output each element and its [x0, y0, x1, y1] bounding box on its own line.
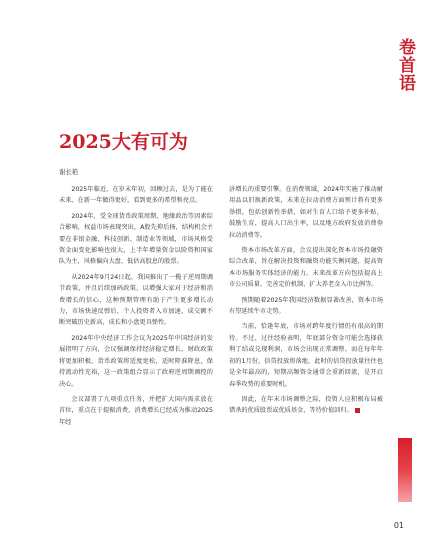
body-paragraph-final — [229, 394, 383, 417]
body-paragraph: 预期随着2025年我国经济数据显著改善，资本市场有望延续牛市走势。 — [229, 296, 383, 316]
article-body-right-column — [229, 184, 383, 421]
body-paragraph: 会议部署了九项重点任务，并把扩大国内需求放在首位，重点在于提振消费，消费增长已经成为推动2025年经 — [59, 395, 213, 426]
body-paragraph: 2024年，受全球货币政策周期、地缘政治等因素综合影响，权益市场表现突出，A股先抑后扬，结构机会主要在非银金融、科技创新、制造业等领域，市场风格受资金面变化影响也很大，上半年增量资金以险资和国家队为主，风格偏向大盘、低估高股息的股票。 — [59, 212, 213, 266]
body-paragraph: 2025年临近，在岁末年初，回顾过去，是为了能在未来、在新一年做得更好，看到更多的希望和亮点。 — [59, 186, 213, 205]
body-paragraph: 从2024年9月24日起，我国推出了一揽子逆周期调节政策，并且后续加码政策，以增强大家对于经济和消费增长的信心，这种预期管理有助于产生更多增长动力，市场快速反弹后，个人投资者入市加速，成交额不断突破历史新高，成长和小盘更具弹性。 — [59, 273, 213, 327]
article-author: 谢长艳 — [59, 168, 79, 176]
end-of-article-mark — [355, 408, 360, 413]
final-paragraph-text: 因此，在年末市场调整之际，投资人应积极布局被错杀的优质股票或优质基金，等待价值回归。 — [229, 395, 383, 415]
body-paragraph: 当前，恰逢年底，市场对跨年度行情仍有很高的期待。不过，过往经验表明，年底部分资金可能会选择获利了结或兑现利润，市场会出现正常调整。而在每年年初的1月份，信贷投放将落地，此时的信贷投放量往往也是全年最高的，短期高频资金通常会重新回流，是开启春季攻势的重要时机。 — [229, 323, 383, 388]
page-number: 01 — [393, 521, 404, 530]
decorative-accent-bar — [398, 438, 412, 502]
body-paragraph: 2024年中央经济工作会议为2025年中国经济的发展指明了方向，会议强调保持经济稳定增长，财政政策将更加积极，货币政策将适度宽松，适时降准降息，保持流动性充裕，这一政策组合显示了政府逆周期调控的决心。 — [59, 334, 213, 388]
body-paragraph-continued: 济增长的重要引擎。在消费领域，2024年实施了推动耐用品以旧换新政策，未来在拉动消费方面预计将有更多举措，包括创新性举措，如对生育人口给予更多补贴，鼓励生育，提高人口出生率，以及地方政府发放消费券拉动消费等。 — [229, 186, 383, 239]
body-paragraph: 资本市场改革方面，会议提出深化资本市场投融资综合改革，旨在解决投资和融资功能失衡问题，提高资本市场服务实体经济的能力。未来改革方向包括提高上市公司质量、完善定价机制、扩大养老金入市比例等。 — [229, 247, 383, 289]
article-title: 2025大有可为 — [59, 131, 188, 153]
column-tag: 卷首语 — [395, 38, 415, 92]
article-body-left-column — [59, 184, 213, 432]
